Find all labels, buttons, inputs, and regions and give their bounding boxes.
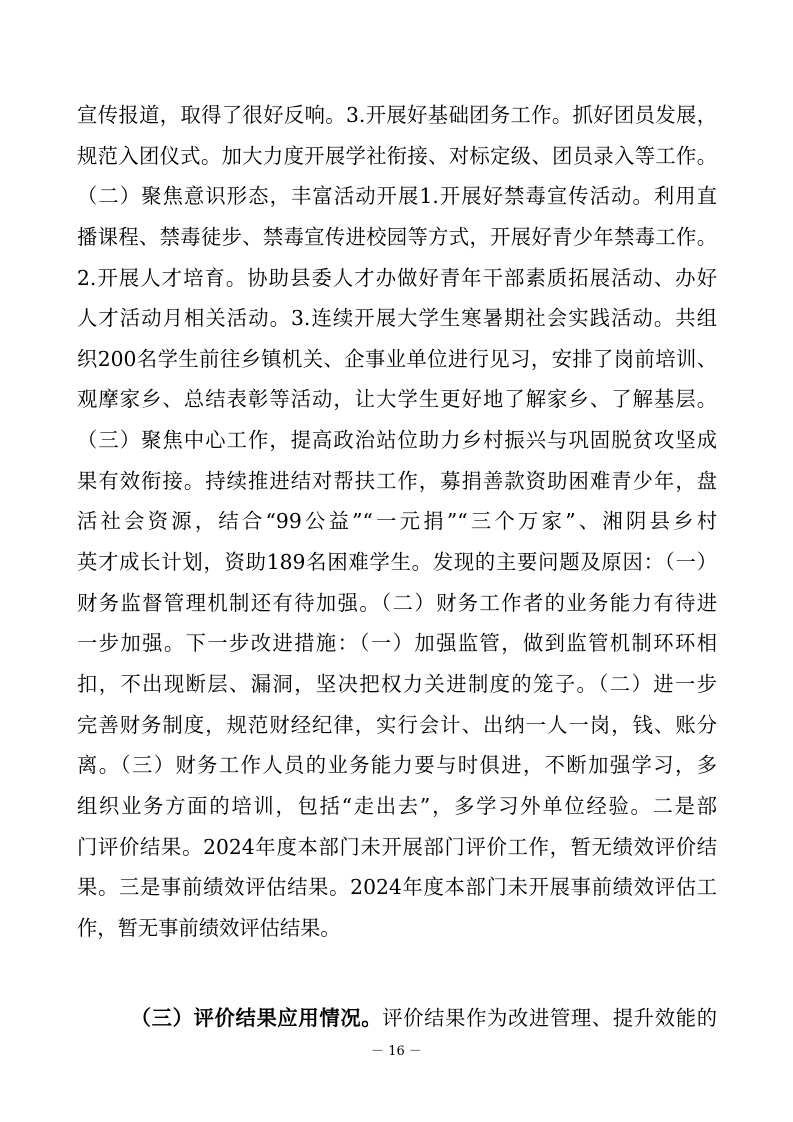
body-text [77,95,717,948]
text-line: 果有效衔接。持续推进结对帮扶工作，募捐善款资助困难青少年，盘 [77,468,717,493]
section-heading: （三）评价结果应用情况。 [130,1006,383,1030]
text-line: 完善财务制度，规范财经纪律，实行会计、出纳一人一岗，钱、账分 [77,712,717,737]
text-line: 规范入团仪式。加大力度开展学社衔接、对标定级、团员录入等工作。 [77,143,717,168]
text-line: 财务监督管理机制还有待加强。（二）财务工作者的业务能力有待进 [77,590,717,615]
page-number: － 16 － [371,1044,422,1059]
section-text: 评价结果作为改进管理、提升效能的 [382,1006,717,1030]
text-line: 果。三是事前绩效评估结果。2024年度本部门未开展事前绩效评估工 [77,875,717,900]
section-paragraph [77,998,717,1039]
text-line: 门评价结果。2024年度本部门未开展部门评价工作，暂无绩效评价结 [77,834,717,859]
text-line: 离。（三）财务工作人员的业务能力要与时俱进，不断加强学习，多 [77,753,717,778]
text-line: 2.开展人才培育。协助县委人才办做好青年干部素质拓展活动、办好 [77,265,717,290]
text-line: 作，暂无事前绩效评估结果。 [77,915,341,940]
text-line: （二）聚焦意识形态，丰富活动开展1.开展好禁毒宣传活动。利用直 [77,184,717,209]
text-line: 人才活动月相关活动。3.连续开展大学生寒暑期社会实践活动。共组 [77,306,717,331]
text-line: 英才成长计划，资助189名困难学生。发现的主要问题及原因：（一） [77,550,717,575]
text-line: 观摩家乡、总结表彰等活动，让大学生更好地了解家乡、了解基层。 [77,387,717,412]
text-line: 组织业务方面的培训，包括“走出去”，多学习外单位经验。二是部 [77,793,717,818]
text-line: 宣传报道，取得了很好反响。3.开展好基础团务工作。抓好团员发展， [77,103,717,127]
text-line: （三）聚焦中心工作，提高政治站位助力乡村振兴与巩固脱贫攻坚成 [77,428,717,453]
text-line: 播课程、禁毒徒步、禁毒宣传进校园等方式，开展好青少年禁毒工作。 [77,224,717,249]
text-line: 织200名学生前往乡镇机关、企事业单位进行见习，安排了岗前培训、 [77,346,717,371]
text-line: 一步加强。下一步改进措施：（一）加强监管，做到监管机制环环相 [77,631,717,656]
text-line: 活社会资源，结合“99公益”“一元捐”“三个万家”、湘阴县乡村 [77,509,717,534]
text-line: 扣，不出现断层、漏洞，坚决把权力关进制度的笼子。（二）进一步 [77,671,717,696]
